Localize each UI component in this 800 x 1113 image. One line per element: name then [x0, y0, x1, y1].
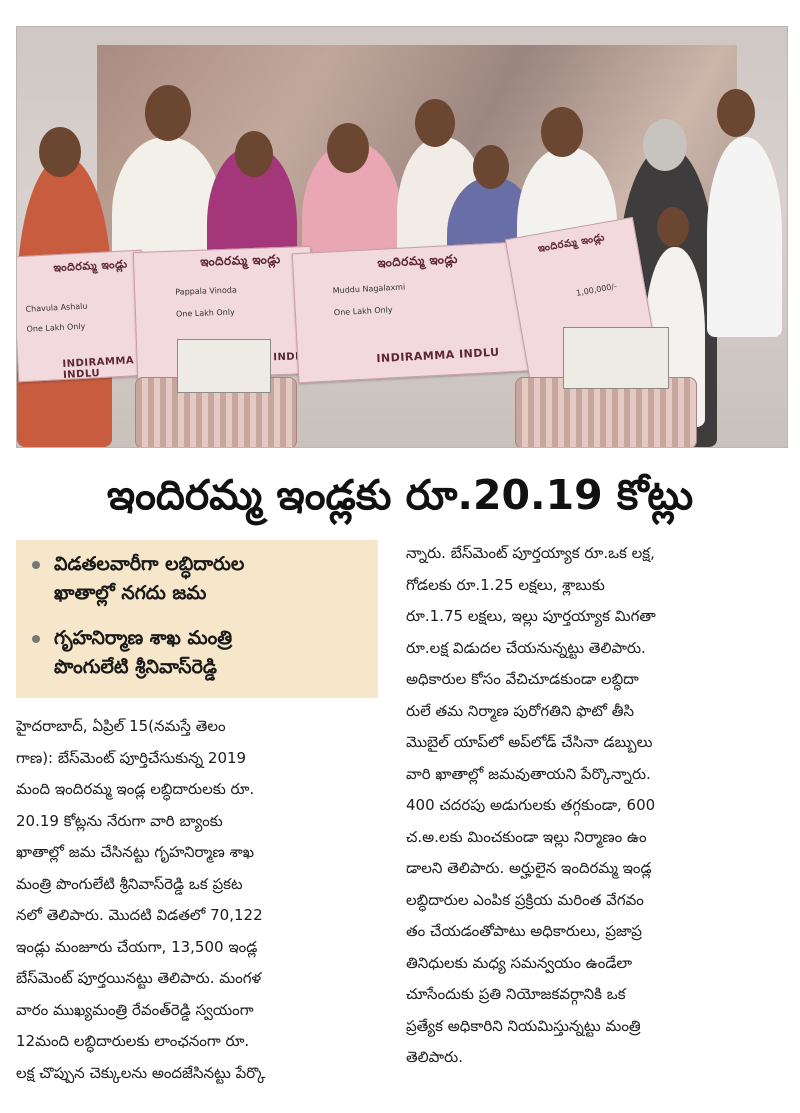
bullet-icon	[32, 561, 40, 569]
article-line: అధికారుల కోసం వేచిచూడకుండా లబ్ధిదా	[406, 670, 639, 688]
person-head	[39, 127, 81, 177]
cheque-payee: Muddu Nagalaxmi	[332, 282, 406, 296]
article-line: తం చేయడంతోపాటు అధికారులు, ప్రజాప్ర	[406, 922, 642, 940]
person-head	[235, 131, 273, 177]
article-line: చూసేందుకు ప్రతి నియోజకవర్గానికి ఒక	[406, 985, 626, 1003]
highlight-item	[36, 550, 366, 608]
article-column-right	[406, 538, 784, 1074]
article-line: మొబైల్ యాప్‌లో అప్‌లోడ్ చేసినా డబ్బులు	[406, 733, 653, 751]
article-line: డాలని తెలిపారు. అర్హులైన ఇందిరమ్మ ఇండ్ల	[406, 859, 652, 877]
cheque-footer: INDIRAMMA INDLU	[376, 345, 500, 366]
article-line: గోడలకు రూ.1.25 లక్షలు, శ్లాబుకు	[406, 575, 605, 594]
article-line: హైదరాబాద్, ఏప్రిల్ 15(నమస్తే తెలం	[16, 717, 226, 735]
article-line: ప్రత్యేక అధికారిని నియమిస్తున్నట్టు మంత్రి	[406, 1016, 641, 1035]
article-line: 12మంది లబ్ధిదారులకు లాంఛనంగా రూ.	[16, 1032, 250, 1050]
article-line: లక్ష చొప్పున చెక్కులను అందజేసినట్టు పేర్కొ	[16, 1063, 266, 1082]
cheque-amount: One Lakh Only	[26, 321, 86, 334]
article-line: తెలిపారు.	[406, 1048, 463, 1066]
news-photo	[16, 26, 788, 448]
cheque-payee: Chavula Ashalu	[25, 301, 88, 314]
person-head	[145, 85, 191, 141]
headline: ఇందిరమ్మ ఇండ్లకు రూ.20.19 కోట్లు	[106, 471, 694, 519]
person-head	[657, 207, 689, 247]
article-line: వారి ఖాతాల్లో జమవుతాయని పేర్కొన్నారు.	[406, 764, 651, 783]
article-line: ఇండ్లు మంజూరు చేయగా, 13,500 ఇండ్ల	[16, 937, 258, 956]
cheque-footer: INDLU	[273, 351, 311, 364]
person-head	[643, 119, 687, 171]
article-line: ఖాతాల్లో జమ చేసినట్టు గృహనిర్మాణ శాఖ	[16, 843, 255, 861]
highlight-line: పొంగులేటి శ్రీనివాస్‌రెడ్డి	[54, 656, 217, 678]
person-head	[541, 107, 583, 157]
article-line: మంది ఇందిరమ్మ ఇండ్ల లబ్ధిదారులకు రూ.	[16, 780, 255, 798]
cheque-title: ఇందిరమ్మ ఇండ్లు	[377, 251, 459, 270]
article-line: బేస్‌మెంట్ పూర్తయినట్టు తెలిపారు. మంగళ	[16, 969, 262, 987]
person-head	[415, 99, 455, 147]
article-line: తినిధులకు మధ్య సమన్వయం ఉండేలా	[406, 953, 633, 972]
highlights-box	[16, 540, 378, 698]
article-line: 400 చదరపు అడుగులకు తగ్గకుండా, 600	[406, 796, 656, 814]
person-head	[327, 123, 369, 173]
model-house	[177, 339, 271, 393]
article-column-left	[16, 711, 388, 1089]
cheque-footer: INDIRAMMA INDLU	[62, 355, 135, 381]
cheque-title: ఇందిరమ్మ ఇండ్లు	[537, 232, 606, 255]
cheque-title: ఇందిరమ్మ ఇండ్లు	[199, 251, 281, 269]
cheque-title: ఇందిరమ్మ ఇండ్లు	[53, 257, 128, 275]
article-line: రులే తమ నిర్మాణ పురోగతిని ఫొటో తీసి	[406, 701, 635, 720]
cheque-amount: 1,00,000/-	[575, 281, 618, 298]
article-line: గాణ): బేస్‌మెంట్ పూర్తిచేసుకున్న 2019	[16, 748, 247, 767]
cheque-board	[16, 250, 148, 383]
article-line: లబ్ధిదారుల ఎంపిక ప్రక్రియ మరింత వేగవం	[406, 890, 644, 909]
highlight-line: ఖాతాల్లో నగదు జమ	[54, 582, 207, 604]
bullet-icon	[32, 635, 40, 643]
cheque-amount: One Lakh Only	[175, 307, 235, 319]
article-line: న్నారు. బేస్‌మెంట్ పూర్తయ్యాక రూ.ఒక లక్ష,	[406, 544, 655, 562]
cheque-amount: One Lakh Only	[333, 305, 393, 318]
highlight-line: గృహనిర్మాణ శాఖ మంత్రి	[54, 627, 233, 649]
cheque-board	[292, 241, 540, 383]
person-head	[717, 89, 755, 137]
article-line: చ.అ.లకు మించకుండా ఇల్లు నిర్మాణం ఉం	[406, 827, 647, 846]
article-line: రూ.1.75 లక్షలు, ఇల్లు పూర్తయ్యాక మిగతా	[406, 607, 656, 625]
highlight-line: విడతలవారీగా లబ్ధిదారుల	[54, 553, 245, 575]
person-figure	[707, 137, 782, 337]
model-house	[563, 327, 669, 389]
cheque-payee: Pappala Vinoda	[175, 285, 237, 297]
highlight-item	[36, 624, 366, 682]
person-head	[473, 145, 509, 189]
article-line: వారం ముఖ్యమంత్రి రేవంత్‌రెడ్డి స్వయంగా	[16, 1000, 254, 1019]
article-line: 20.19 కోట్లను నేరుగా వారి బ్యాంకు	[16, 811, 223, 830]
article-line: రూ.లక్ష విడుదల చేయనున్నట్టు తెలిపారు.	[406, 638, 646, 657]
article-line: నలో తెలిపారు. మొదటి విడతలో 70,122	[16, 906, 263, 924]
article-line: మంత్రి పొంగులేటి శ్రీనివాస్‌రెడ్డి ఒక ప్రకట	[16, 874, 243, 893]
